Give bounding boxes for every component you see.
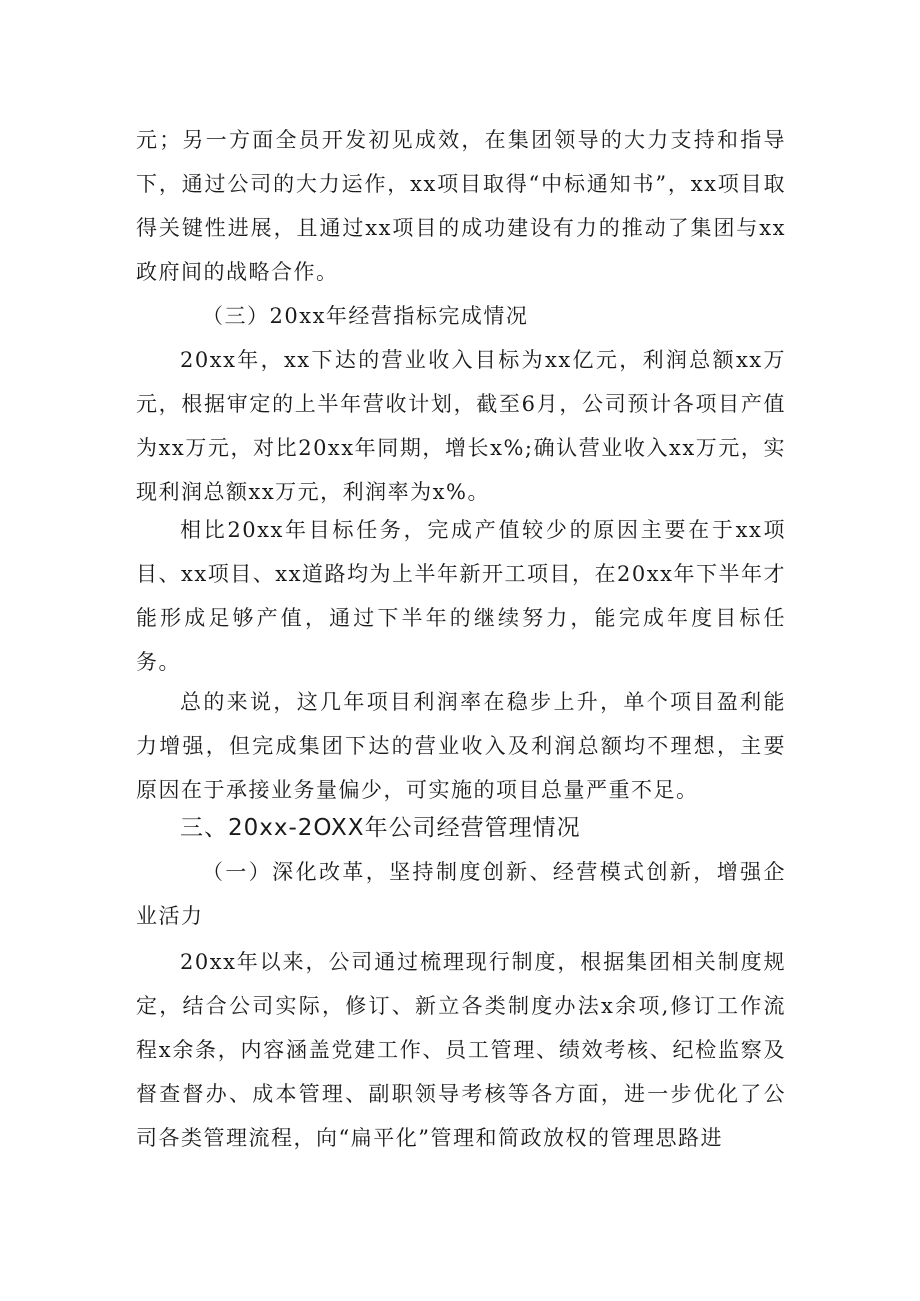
paragraph-summary: 总的来说，这几年项目利润率在稳步上升，单个项目盈利能力增强，但完成集团下达的营业收入及利润总额均不理想，主要原因在于承接业务量偏少，可实施的项目总量严重不足。 [136, 690, 786, 802]
section-heading-management: 三、20xx-2OXX年公司经营管理情况 [180, 815, 581, 841]
paragraph-system-reform: 20xx年以来，公司通过梳理现行制度，根据集团相关制度规定，结合公司实际，修订、新立各类制度办法x余项,修订工作流程x余条，内容涵盖党建工作、员工管理、绩效考核、纪检监察及督查督办、成本管理、副职领导考核等各方面，进一步优化了公司各类管理流程，向“扁平化”管理和简政放权的管理思路进 [136, 950, 786, 1150]
paragraph-revenue-targets: 20xx年，xx下达的营业收入目标为xx亿元，利润总额xx万元，根据审定的上半年营收计划，截至6月，公司预计各项目产值为xx万元，对比20xx年同期，增长x%;确认营业收入xx万元，实现利润总额xx万元，利润率为x%。 [136, 348, 786, 504]
paragraph-shortfall-reasons: 相比20xx年目标任务，完成产值较少的原因主要在于xx项目、xx项目、xx道路均为上半年新开工项目，在20xx年下半年才能形成足够产值，通过下半年的继续努力，能完成年度目标任务。 [136, 518, 786, 674]
subsection-heading-indicators: （三）20xx年经营指标完成情况 [202, 304, 529, 328]
paragraph-continuation: 元；另一方面全员开发初见成效，在集团领导的大力支持和指导下，通过公司的大力运作，xx项目取得“中标通知书”，xx项目取得关键性进展，且通过xx项目的成功建设有力的推动了集团与xx政府间的战略合作。 [136, 128, 786, 284]
subsection-heading-reform: （一）深化改革，坚持制度创新、经营模式创新，增强企业活力 [136, 860, 786, 928]
